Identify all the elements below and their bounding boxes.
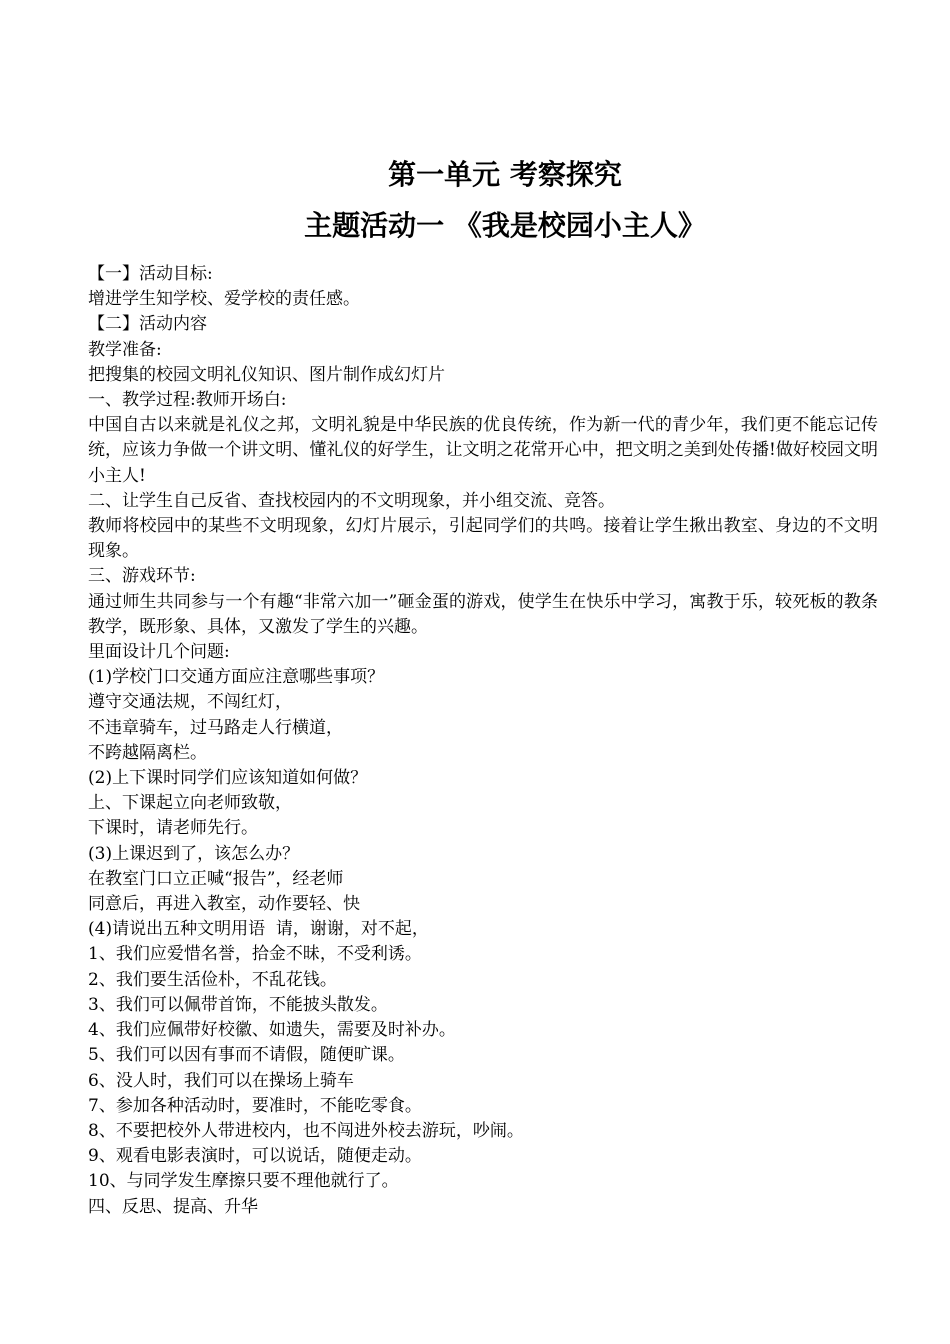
process-heading: 一、教学过程:教师开场白: bbox=[88, 390, 287, 411]
document-title: 第一单元 考察探究 bbox=[388, 158, 622, 191]
answer-line: 不违章骑车，过马路走人行横道， bbox=[88, 717, 343, 738]
list-item: 3、我们可以佩带首饰，不能披头散发。 bbox=[88, 994, 388, 1015]
step-two-paragraph: 教师将校园中的某些不文明现象，幻灯片展示，引起同学们的共鸣。接着让学生揪出教室、身边的不文明现象。 bbox=[88, 516, 878, 562]
preparation-text: 把搜集的校园文明礼仪知识、图片制作成幻灯片 bbox=[88, 364, 445, 385]
list-item: 7、参加各种活动时，要准时，不能吃零食。 bbox=[88, 1095, 422, 1116]
goal-text: 增进学生知学校、爱学校的责任感。 bbox=[88, 289, 360, 310]
section-heading-content: 【二】活动内容 bbox=[88, 314, 207, 335]
preparation-heading: 教学准备: bbox=[88, 339, 162, 360]
question-line: (1)学校门口交通方面应注意哪些事项？ bbox=[88, 667, 385, 688]
answer-line: 上、下课起立向老师致敬， bbox=[88, 793, 292, 814]
answer-line: 遵守交通法规，不闯红灯， bbox=[88, 692, 292, 713]
answer-line: 不跨越隔离栏。 bbox=[88, 742, 207, 763]
step-three-heading: 三、游戏环节: bbox=[88, 566, 196, 587]
document-subtitle: 主题活动一 《我是校园小主人》 bbox=[304, 209, 706, 242]
opening-paragraph: 中国自古以来就是礼仪之邦，文明礼貌是中华民族的优良传统，作为新一代的青少年，我们更不能忘记传统，应该力争做一个讲文明、懂礼仪的好学生，让文明之花常开心中，把文明之美到处传播!做好校园文明小主人! bbox=[88, 415, 878, 486]
list-item: 4、我们应佩带好校徽、如遗失，需要及时补办。 bbox=[88, 1020, 456, 1041]
answer-line: 下课时，请老师先行。 bbox=[88, 818, 258, 839]
list-item: 10、与同学发生摩擦只要不理他就行了。 bbox=[88, 1171, 399, 1192]
question-line: (3)上课迟到了，该怎么办？ bbox=[88, 843, 300, 864]
step-two-heading: 二、让学生自己反省、查找校园内的不文明现象，并小组交流、竞答。 bbox=[88, 490, 615, 511]
game-paragraph: 通过师生共同参与一个有趣“非常六加一”砸金蛋的游戏，使学生在快乐中学习，寓教于乐，较死板的教条教学，既形象、具体，又激发了学生的兴趣。 bbox=[88, 591, 878, 637]
list-item: 5、我们可以因有事而不请假，随便旷课。 bbox=[88, 1045, 405, 1066]
section-heading-goal: 【一】活动目标: bbox=[88, 264, 213, 284]
list-item: 6、没人时，我们可以在操场上骑车 bbox=[88, 1070, 354, 1091]
question-line: (4)请说出五种文明用语 请，谢谢，对不起， bbox=[88, 919, 429, 940]
question-line: (2)上下课时同学们应该知道如何做？ bbox=[88, 768, 368, 789]
list-item: 9、观看电影表演时，可以说话，随便走动。 bbox=[88, 1146, 422, 1167]
list-item: 8、不要把校外人带进校内，也不闯进外校去游玩，吵闹。 bbox=[88, 1120, 524, 1141]
document-body bbox=[88, 262, 878, 1220]
answer-line: 在教室门口立正喊“报告”，经老师 bbox=[88, 868, 344, 889]
list-item: 2、我们要生活俭朴，不乱花钱。 bbox=[88, 969, 337, 990]
questions-heading: 里面设计几个问题: bbox=[88, 642, 230, 663]
step-four-heading: 四、反思、提高、升华 bbox=[88, 1196, 258, 1217]
list-item: 1、我们应爱惜名誉，拾金不昧，不受利诱。 bbox=[88, 944, 422, 965]
answer-line: 同意后，再进入教室，动作要轻、快 bbox=[88, 894, 360, 915]
